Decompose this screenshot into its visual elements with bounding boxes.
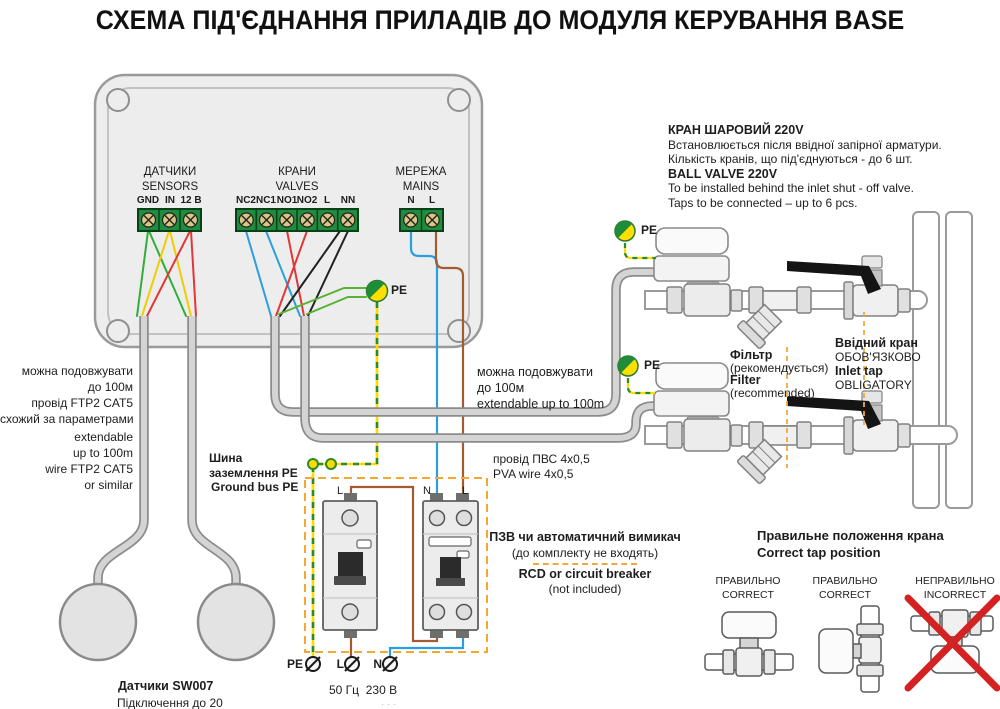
ball-valve-note-6: Taps to be connected – up to 6 pcs.	[668, 196, 858, 210]
corner-screw-icon	[448, 320, 470, 342]
filter-note-1: Фільтр	[730, 348, 773, 362]
group-label-mains-en: MAINS	[402, 181, 440, 193]
terminal-label-no2: NO2	[296, 195, 318, 206]
rcd-note-2: (до комплекту не входять)	[511, 546, 659, 560]
tap-correct-horizontal	[705, 612, 793, 676]
pe-label-valve-1: PE	[641, 223, 658, 237]
sensors-caption-1: Датчики SW007	[118, 679, 214, 693]
pe-label-valve-2: PE	[644, 358, 661, 372]
sensor-cable-note-en-1: extendable	[74, 430, 133, 444]
vertical-pipes	[913, 212, 972, 508]
breaker-screw-icon	[342, 510, 358, 526]
group-label-valves-en: VALVES	[275, 181, 319, 193]
sensor-cable-note-en-2: up to 100m	[72, 446, 133, 460]
actuator-lid	[656, 228, 728, 254]
tap-ok2-en: CORRECT	[819, 589, 871, 601]
sensor-cable-note-en-4: or similar	[84, 478, 133, 492]
terminal-block-valves	[236, 209, 358, 231]
cropped-dots: ...	[381, 696, 400, 708]
terminal-label-no1: NO1	[276, 195, 298, 206]
tap-bad-ua: НЕПРАВИЛЬНО	[915, 575, 995, 587]
power-l-label: L	[336, 657, 344, 671]
power-n-label: N	[373, 657, 382, 671]
breaker-l-label: L	[336, 485, 344, 497]
actuator-body	[654, 256, 729, 281]
group-label-sensors-en: SENSORS	[141, 181, 199, 193]
rcd-note-3: RCD or circuit breaker	[518, 567, 652, 581]
motor-valve-body	[684, 284, 730, 316]
valve-wire-note-1: провід ПВС 4x0,5	[493, 452, 590, 466]
terminal-label-12b: 12 B	[180, 195, 202, 206]
tap-ok1-ua: ПРАВИЛЬНО	[715, 575, 781, 587]
tap-title-en: Correct tap position	[757, 545, 881, 560]
pe-lug-icon	[308, 459, 318, 469]
terminal-label-in: IN	[165, 195, 175, 206]
valve-assembly	[654, 228, 910, 349]
rcd-device	[423, 493, 478, 638]
terminal-block-sensors	[138, 209, 201, 231]
breaker-screw-icon	[342, 604, 358, 620]
ground-bus-note-2: заземлення PE	[209, 466, 298, 480]
filter-note-4: (recommended)	[730, 386, 815, 400]
terminal-label-nc2: NC2	[235, 195, 257, 206]
valve-cable-note-2: до 100м	[477, 381, 525, 395]
group-label-sensors-ua: ДАТЧИКИ	[143, 166, 197, 178]
sensor-cable-note-en-3: wire FTP2 CAT5	[45, 462, 133, 476]
terminal-label-n: N	[407, 195, 415, 206]
ground-bus-note-3: Ground bus PE	[211, 480, 299, 494]
terminal-screw-icon	[142, 213, 198, 227]
page-title: СХЕМА ПІД'ЄДНАННЯ ПРИЛАДІВ ДО МОДУЛЯ КЕРУВАННЯ BASE	[95, 5, 905, 35]
ball-valve-note-3: Кількість кранів, що під'єднуються - до 6 шт.	[668, 152, 913, 166]
pe-symbol-box	[366, 280, 387, 301]
group-label-mains-ua: МЕРЕЖА	[395, 166, 447, 178]
terminal-label-nc1: NC1	[255, 195, 277, 206]
inlet-tap-note-2: ОБОВ'ЯЗКОВО	[835, 350, 921, 364]
rcd-note-dash	[533, 563, 637, 565]
inlet-tap-note-4: OBLIGATORY	[835, 378, 912, 392]
ground-bus-note-1: Шина	[209, 451, 243, 465]
rcd-screw-icon	[457, 511, 472, 526]
rcd-note-1: ПЗВ чи автоматичний вимикач	[489, 530, 681, 544]
corner-screw-icon	[448, 89, 470, 111]
inlet-tap-note-3: Inlet tap	[835, 364, 883, 378]
breaker-toggle	[338, 552, 363, 577]
rcd-note-4: (not included)	[548, 582, 622, 596]
ball-valve-note-2: Встановлюється після ввідної запірної арматури.	[668, 138, 942, 152]
tap-ok1-en: CORRECT	[722, 589, 774, 601]
power-rating: 50 Гц 230 В	[329, 683, 398, 697]
rcd-screw-icon	[457, 605, 472, 620]
rcd-screw-icon	[430, 511, 445, 526]
valve-cable-note-3: extendable up to 100m	[477, 397, 605, 411]
terminal-block-mains	[400, 209, 443, 231]
terminal-label-nn: NN	[340, 195, 356, 206]
terminal-label-l-mains: L	[428, 195, 436, 206]
circuit-breaker	[323, 493, 377, 638]
corner-screw-icon	[107, 320, 129, 342]
group-label-valves-ua: КРАНИ	[278, 166, 316, 178]
valve-wire-note-2: PVA wire 4x0,5	[493, 467, 574, 481]
tap-bad-en: INCORRECT	[923, 589, 987, 601]
sensor-probe	[198, 584, 274, 660]
ball-valve-note-4: BALL VALVE 220V	[668, 167, 778, 181]
rcd-toggle	[440, 557, 461, 579]
rcd-n-label: N	[423, 485, 431, 497]
power-pe-label: PE	[286, 657, 303, 671]
terminal-label-l: L	[323, 195, 331, 206]
ball-valve-note-1: КРАН ШАРОВИЙ 220V	[668, 123, 804, 137]
sensor-cable-note-ua-1: можна подовжувати	[21, 364, 133, 378]
sensor-cable-note-ua-2: до 100м	[87, 380, 133, 394]
sensor-cable-note-ua-3: провід FTP2 CAT5	[31, 396, 133, 410]
tap-ok2-ua: ПРАВИЛЬНО	[812, 575, 878, 587]
sensor-probe	[60, 584, 136, 660]
ball-valve-note-5: To be installed behind the inlet shut - off valve.	[668, 181, 914, 195]
inlet-tap-note-1: Ввідний кран	[835, 336, 918, 350]
tap-title-ua: Правильне положення крана	[757, 528, 944, 543]
n-terminal-icon	[383, 657, 397, 671]
tap-correct-vertical	[819, 606, 883, 692]
pe-label-box: PE	[391, 283, 408, 297]
sensors-caption-2: Підключення до 20	[117, 696, 223, 709]
corner-screw-icon	[107, 89, 129, 111]
rcd-l-label: L	[461, 485, 469, 497]
terminal-label-gnd: GND	[136, 195, 160, 206]
filter-note-3: Filter	[730, 373, 761, 387]
sensor-cable-note-ua-4: схожий за параметрами	[0, 412, 134, 426]
filter-note-2: (рекомендується)	[730, 361, 829, 375]
valve-cable-note-1: можна подовжувати	[477, 365, 593, 379]
pe-lug-icon	[326, 459, 336, 469]
rcd-screw-icon	[430, 605, 445, 620]
